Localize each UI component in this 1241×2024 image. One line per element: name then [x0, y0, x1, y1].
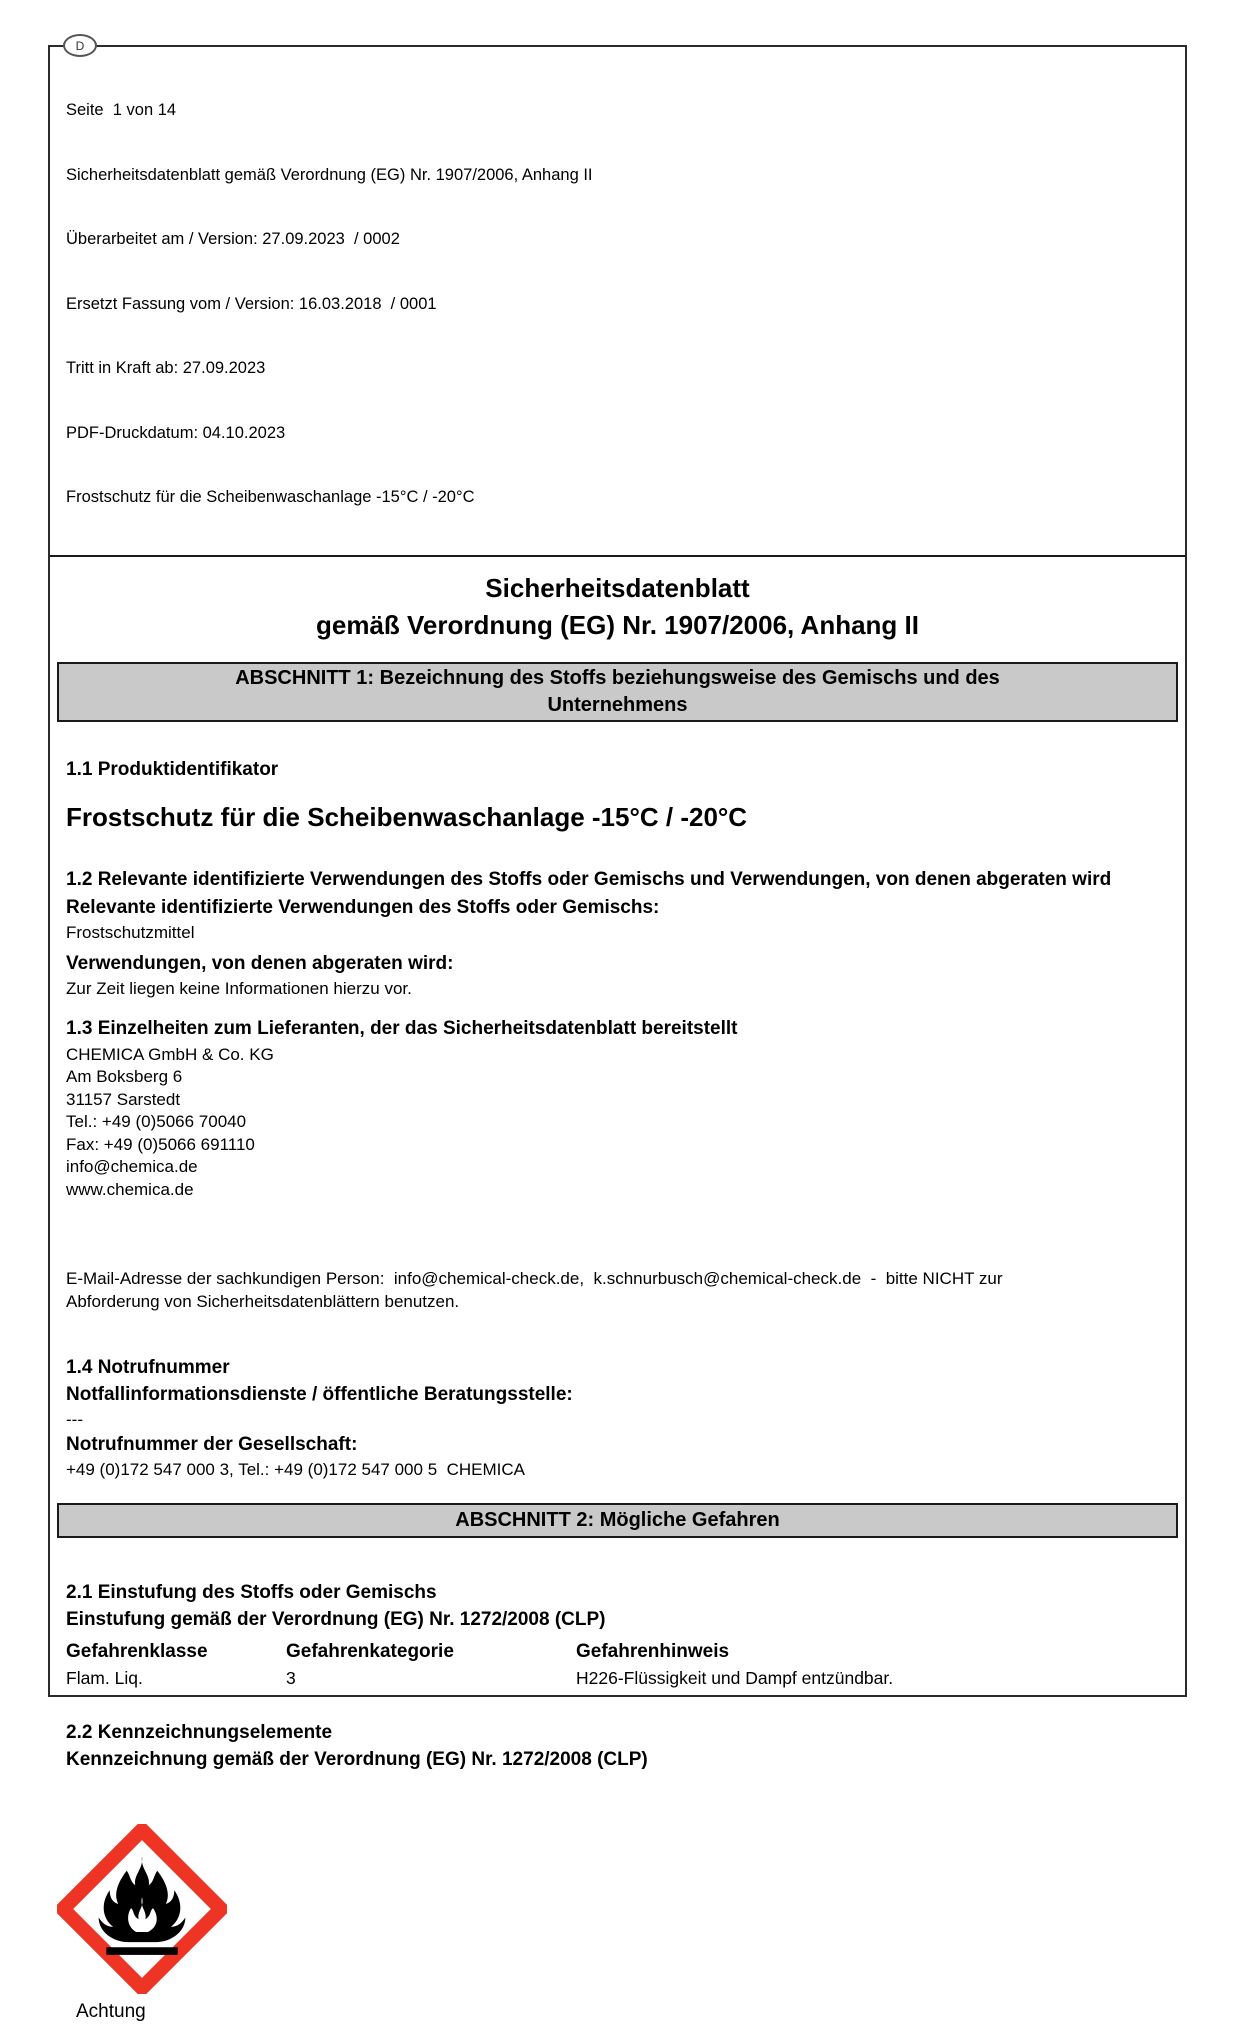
supplier-fax: Fax: +49 (0)5066 691110 [66, 1134, 255, 1154]
section-2-content [50, 1580, 1185, 2024]
supplier-company-name: CHEMICA GmbH & Co. KG [66, 1044, 274, 1064]
supplier-email: info@chemica.de [66, 1157, 198, 1176]
hazard-category-cell: 3 [286, 1668, 296, 1688]
clp-labelling-subheading: Kennzeichnung gemäß der Verordnung (EG) Nr. 1272/2008 (CLP) [66, 1749, 648, 1770]
document-title-line2: gemäß Verordnung (EG) Nr. 1907/2006, Anhang II [316, 609, 919, 640]
flame-icon [57, 1824, 227, 1994]
ghs02-flame-pictogram [57, 1824, 227, 1999]
identified-uses-value: Frostschutzmittel [66, 922, 195, 942]
product-name: Frostschutz für die Scheibenwaschanlage -15°C / -20°C [66, 801, 748, 832]
header-meta-line-page: Seite 1 von 14 [66, 101, 177, 119]
hazard-category-header-cell: Gefahrenkategorie [286, 1641, 454, 1662]
heading-1-4: 1.4 Notrufnummer [66, 1357, 230, 1378]
header-meta-line-replaces: Ersetzt Fassung vom / Version: 16.03.2018 / 0001 [66, 294, 437, 313]
language-marker: D [63, 34, 97, 57]
public-advisory-label: Notfallinformationsdienste / öffentliche Beratungsstelle: [66, 1384, 573, 1405]
section-1-content [50, 758, 1185, 1482]
hazard-classification-table [66, 1638, 1169, 1692]
heading-2-1: 2.1 Einstufung des Stoffs oder Gemischs [66, 1582, 437, 1603]
section-2-header: ABSCHNITT 2: Mögliche Gefahren [57, 1503, 1178, 1538]
competent-person-email-note: E-Mail-Adresse der sachkundigen Person: info@chemical-check.de, k.schnurbusch@chemical-check.de - bitte NICHT zur Abforderung von Sicherheitsdatenblättern benutzen. [66, 1269, 1007, 1311]
uses-advised-against-label: Verwendungen, von denen abgeraten wird: [66, 952, 454, 974]
uses-advised-against-value: Zur Zeit liegen keine Informationen hierzu vor. [66, 978, 412, 998]
company-emergency-label: Notrufnummer der Gesellschaft: [66, 1434, 358, 1455]
company-emergency-value: +49 (0)172 547 000 3, Tel.: +49 (0)172 547 000 5 CHEMICA [66, 1460, 525, 1479]
signal-word: Achtung [76, 2001, 146, 2022]
heading-2-2: 2.2 Kennzeichnungselemente [66, 1722, 333, 1743]
supplier-website: www.chemica.de [66, 1179, 194, 1199]
header-meta-line-regulation: Sicherheitsdatenblatt gemäß Verordnung (EG) Nr. 1907/2006, Anhang II [66, 165, 593, 184]
identified-uses-label: Relevante identifizierte Verwendungen des Stoffs oder Gemischs: [66, 896, 660, 918]
document-header-meta [50, 47, 1185, 552]
section-1-header: ABSCHNITT 1: Bezeichnung des Stoffs beziehungsweise des Gemischs und des Unternehmens [57, 662, 1178, 722]
hazard-table-row [66, 1665, 1169, 1692]
header-meta-line-revised: Überarbeitet am / Version: 27.09.2023 / 0002 [66, 230, 400, 248]
header-meta-line-product: Frostschutz für die Scheibenwaschanlage -15°C / -20°C [66, 488, 475, 506]
header-meta-line-printdate: PDF-Druckdatum: 04.10.2023 [66, 423, 286, 442]
supplier-phone: Tel.: +49 (0)5066 70040 [66, 1112, 247, 1131]
supplier-street: Am Boksberg 6 [66, 1067, 183, 1086]
heading-1-3: 1.3 Einzelheiten zum Lieferanten, der das Sicherheitsdatenblatt bereitstellt [66, 1017, 738, 1039]
hazard-table-header-row [66, 1638, 1169, 1665]
public-advisory-value: --- [66, 1410, 83, 1429]
document-title-line1: Sicherheitsdatenblatt [485, 572, 750, 603]
supplier-address-block [66, 1044, 1169, 1202]
hazard-class-cell: Flam. Liq. [66, 1668, 143, 1688]
clp-classification-subheading: Einstufung gemäß der Verordnung (EG) Nr. 1272/2008 (CLP) [66, 1609, 606, 1630]
heading-1-1: 1.1 Produktidentifikator [66, 758, 279, 780]
heading-1-2: 1.2 Relevante identifizierte Verwendungen des Stoffs oder Gemischs und Verwendungen, von denen abgeraten wird [66, 868, 1112, 890]
header-divider [50, 555, 1185, 557]
hazard-statement-header-cell: Gefahrenhinweis [576, 1641, 730, 1662]
page-frame [48, 38, 1187, 2022]
hazard-statement-cell: H226-Flüssigkeit und Dampf entzündbar. [576, 1668, 894, 1688]
hazard-class-header-cell: Gefahrenklasse [66, 1641, 208, 1662]
document-title [50, 570, 1185, 644]
supplier-city: 31157 Sarstedt [66, 1089, 181, 1109]
header-meta-line-effective: Tritt in Kraft ab: 27.09.2023 [66, 359, 266, 377]
